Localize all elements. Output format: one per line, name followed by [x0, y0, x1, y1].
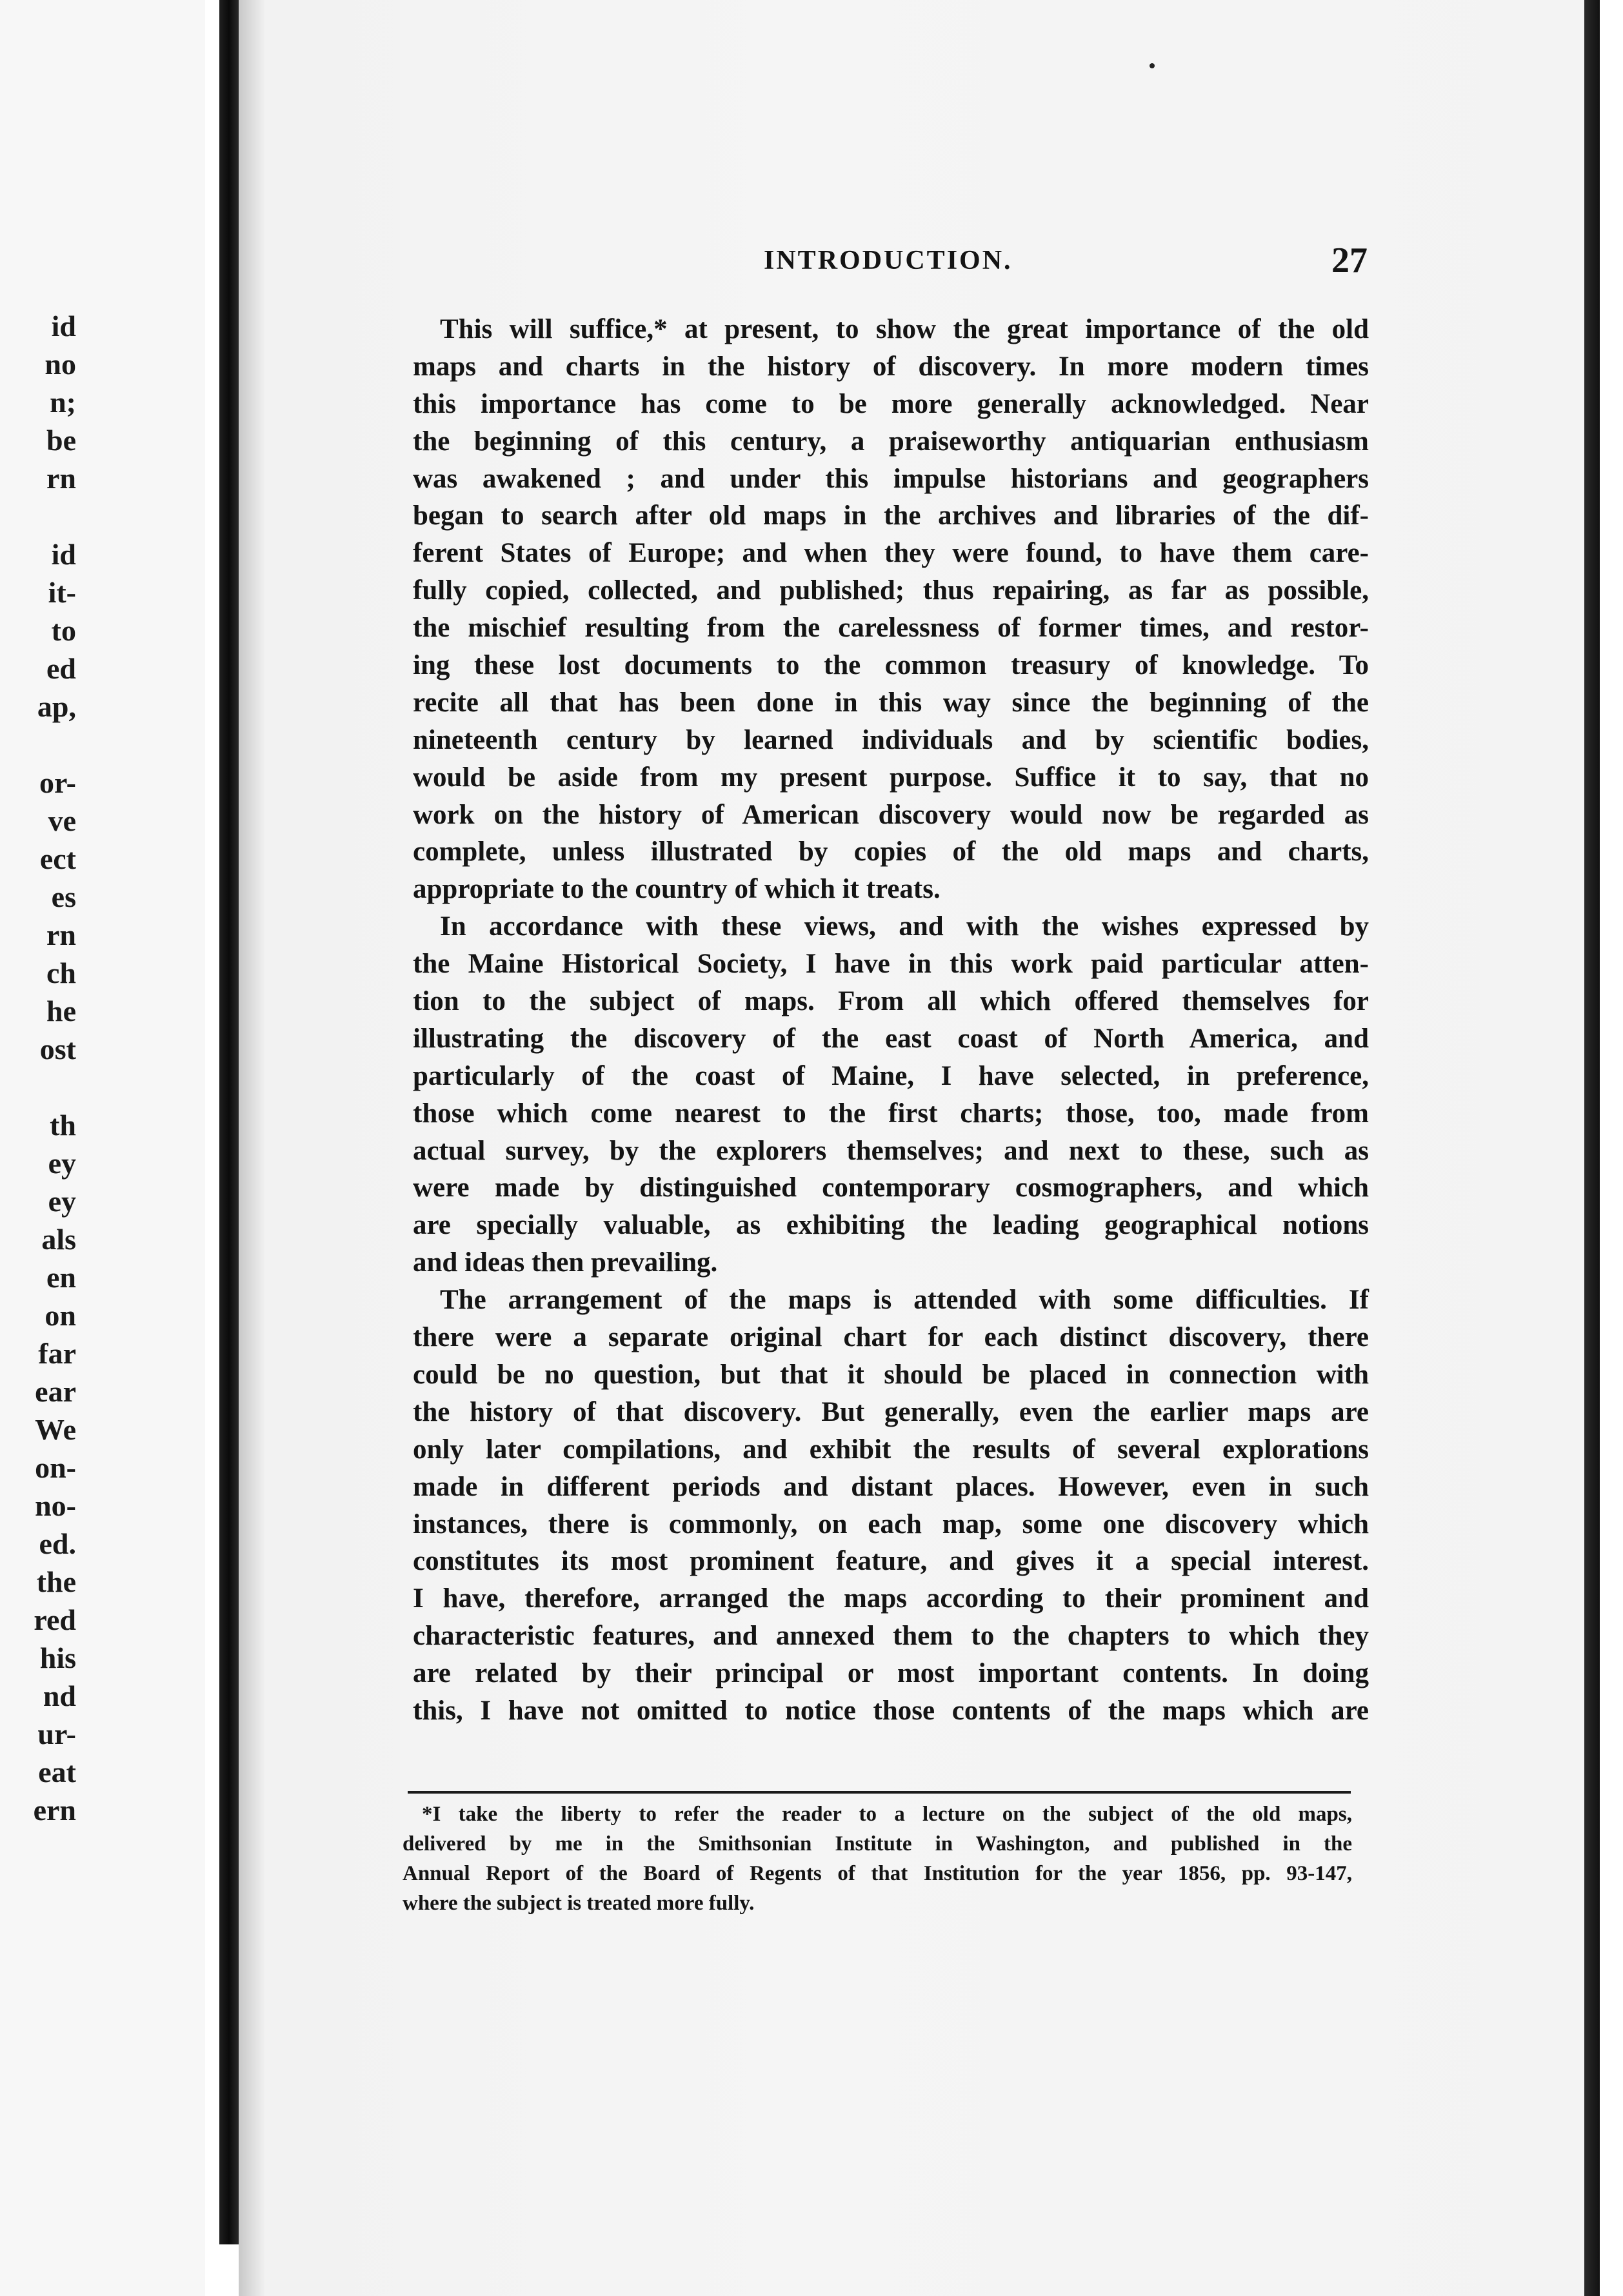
left-fragment-gap [0, 497, 76, 535]
text-line: the mischief resulting from the carelessness of former times, and restor- [413, 613, 1369, 644]
text-line: maps and charts in the history of discovery. In more modern times [413, 351, 1369, 382]
left-fragment: en [46, 1261, 76, 1294]
book-gutter [219, 0, 239, 2244]
left-fragment: ear [35, 1375, 76, 1408]
text-line: nineteenth century by learned individuals and by scientific bodies, [413, 724, 1369, 755]
text-line: This will suffice,* at present, to show the great importance of the old [440, 314, 1369, 344]
left-fragment: his [39, 1641, 76, 1674]
text-line: this importance has come to be more generally acknowledged. Near [413, 388, 1369, 419]
text-line: work on the history of American discovery would now be regarded as [413, 799, 1369, 830]
left-fragment: als [41, 1223, 76, 1256]
left-fragment: rn [46, 462, 76, 495]
left-fragment: id [51, 538, 76, 571]
body-text [413, 311, 1369, 1730]
left-fragment: ap, [37, 690, 76, 723]
text-line: and ideas then prevailing. [413, 1247, 718, 1278]
left-fragment: on- [35, 1451, 76, 1484]
text-line: the Maine Historical Society, I have in this work paid particular atten- [413, 949, 1369, 980]
text-line: there were a separate original chart for each distinct discovery, there [413, 1322, 1369, 1353]
left-fragment: far [38, 1337, 76, 1370]
left-fragment: ch [46, 956, 76, 989]
text-line: appropriate to the country of which it treats. [413, 874, 941, 905]
text-line: illustrating the discovery of the east coast of North America, and [413, 1023, 1369, 1054]
text-line: The arrangement of the maps is attended with some difficulties. If [440, 1285, 1369, 1316]
page-number: 27 [1331, 241, 1368, 281]
footnote-line: Annual Report of the Board of Regents of that Institution for the year 1856, pp. 93-147, [403, 1862, 1352, 1885]
text-line: constitutes its most prominent feature, and gives it a special interest. [413, 1546, 1369, 1577]
left-fragment: ern [33, 1794, 76, 1826]
text-line: could be no question, but that it should be placed in connection with [413, 1359, 1369, 1390]
page-edge-dark [1584, 0, 1600, 2296]
text-line: the beginning of this century, a praiseworthy antiquarian enthusiasm [413, 426, 1369, 457]
left-fragment: ed [46, 652, 76, 685]
left-page-text-fragments [0, 307, 76, 1829]
left-fragment-gap [0, 726, 76, 764]
text-line: ferent States of Europe; and when they were found, to have them care- [413, 538, 1369, 569]
left-fragment: es [51, 880, 76, 913]
left-fragment: be [46, 424, 76, 457]
text-line: particularly of the coast of Maine, I have selected, in preference, [413, 1060, 1369, 1091]
footnote [403, 1799, 1352, 1918]
left-facing-page [0, 0, 205, 2296]
text-line: only later compilations, and exhibit the results of several explorations [413, 1434, 1369, 1465]
footnote-rule [408, 1791, 1351, 1794]
left-fragment: on [45, 1299, 76, 1332]
footnote-line: where the subject is treated more fully. [403, 1892, 755, 1915]
left-fragment: ost [39, 1033, 76, 1065]
running-title: INTRODUCTION. [764, 246, 1013, 275]
text-line: ing these lost documents to the common treasury of knowledge. To [413, 650, 1369, 681]
footnote-line: *I take the liberty to refer the reader to a lecture on the subject of the old maps, [422, 1803, 1352, 1826]
left-fragment: ur- [37, 1717, 76, 1750]
left-fragment: to [51, 614, 76, 647]
left-fragment: eat [38, 1756, 76, 1788]
text-line: In accordance with these views, and with the wishes expressed by [440, 911, 1369, 942]
left-fragment: the [36, 1565, 76, 1598]
left-fragment: red [34, 1603, 76, 1636]
left-fragment: no- [35, 1489, 76, 1522]
text-line: characteristic features, and annexed them to the chapters to which they [413, 1621, 1369, 1652]
left-fragment: it- [48, 576, 76, 609]
text-line: recite all that has been done in this way since the beginning of the [413, 687, 1369, 718]
left-fragment: or- [39, 766, 76, 799]
left-fragment-gap [0, 1068, 76, 1106]
left-fragment: n; [50, 386, 76, 419]
text-line: complete, unless illustrated by copies of the old maps and charts, [413, 836, 1369, 867]
left-fragment: rn [46, 918, 76, 951]
text-line: are specially valuable, as exhibiting the leading geographical notions [413, 1210, 1369, 1241]
text-line: fully copied, collected, and published; thus repairing, as far as possible, [413, 575, 1369, 606]
text-line: would be aside from my present purpose. Suffice it to say, that no [413, 762, 1369, 793]
text-line: those which come nearest to the first charts; those, too, made from [413, 1098, 1369, 1129]
left-fragment: he [46, 995, 76, 1027]
left-fragment: We [35, 1413, 76, 1446]
left-fragment: nd [43, 1679, 76, 1712]
text-line: actual survey, by the explorers themselves; and next to these, such as [413, 1135, 1369, 1166]
text-line: I have, therefore, arranged the maps according to their prominent and [413, 1583, 1369, 1614]
gutter-shadow [239, 0, 264, 2296]
text-line: are related by their principal or most important contents. In doing [413, 1658, 1369, 1689]
left-fragment: ed. [39, 1527, 76, 1560]
left-fragment: id [51, 310, 76, 342]
text-line: the history of that discovery. But generally, even the earlier maps are [413, 1396, 1369, 1427]
scan-margin [1600, 0, 1623, 2296]
footnote-line: delivered by me in the Smithsonian Institute in Washington, and published in the [403, 1832, 1352, 1856]
left-fragment: no [45, 348, 76, 381]
text-line: made in different periods and distant places. However, even in such [413, 1471, 1369, 1502]
ink-speck [1150, 63, 1155, 68]
text-line: was awakened ; and under this impulse historians and geographers [413, 463, 1369, 494]
left-fragment: ect [39, 842, 76, 875]
text-line: instances, there is commonly, on each map, some one discovery which [413, 1509, 1369, 1539]
text-line: tion to the subject of maps. From all which offered themselves for [413, 986, 1369, 1017]
text-line: were made by distinguished contemporary cosmographers, and which [413, 1173, 1369, 1203]
left-fragment: ey [48, 1185, 76, 1218]
left-fragment: ey [48, 1147, 76, 1180]
left-fragment: th [50, 1109, 76, 1142]
text-line: began to search after old maps in the archives and libraries of the dif- [413, 500, 1369, 531]
text-line: this, I have not omitted to notice those contents of the maps which are [413, 1695, 1369, 1726]
left-fragment: ve [48, 804, 76, 837]
running-head [413, 240, 1368, 285]
